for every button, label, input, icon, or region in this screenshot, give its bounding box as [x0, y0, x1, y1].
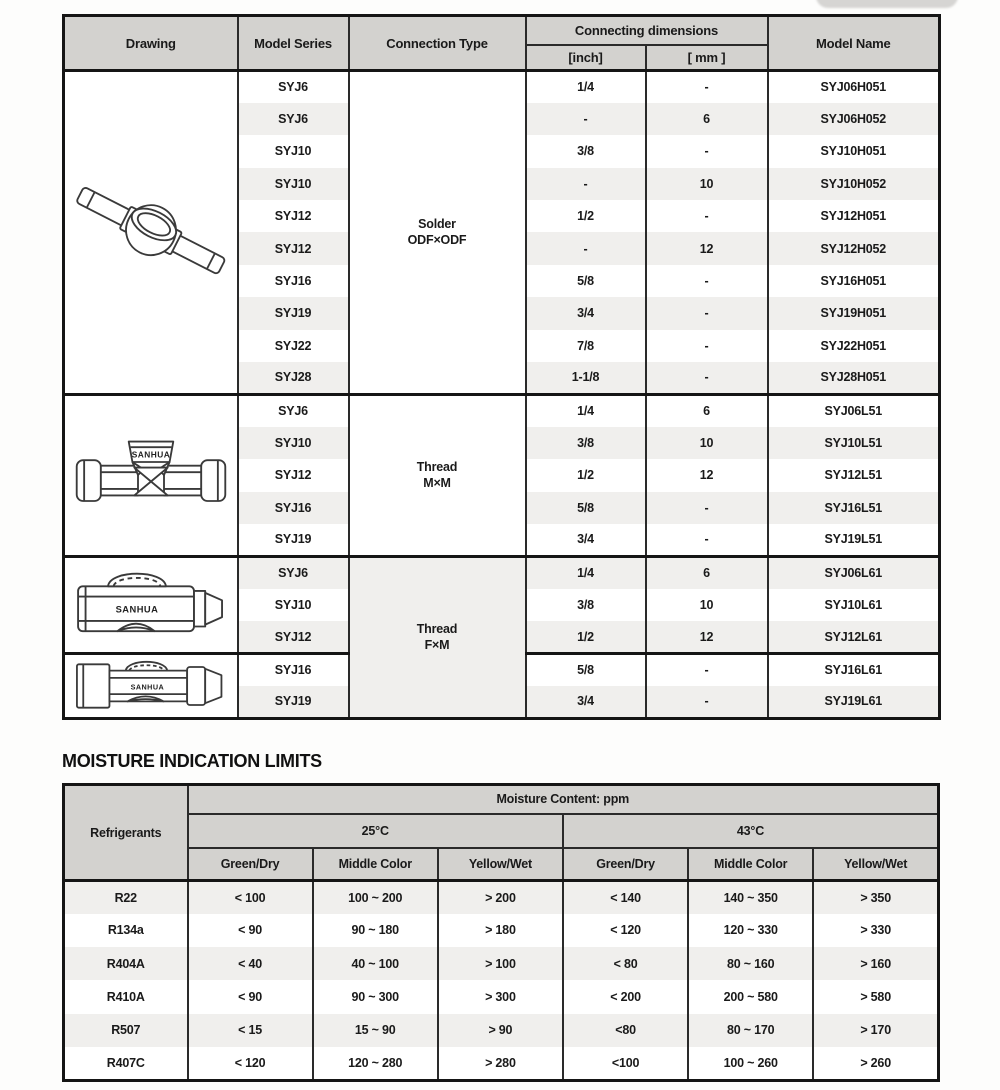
brand-label: SANHUA: [131, 449, 170, 460]
model-series-cell: SYJ19: [238, 686, 349, 718]
model-series-cell: SYJ19: [238, 524, 349, 556]
inch-cell: 3/4: [526, 524, 646, 556]
model-name-cell: SYJ16H051: [768, 265, 940, 297]
mm-cell: 10: [646, 168, 768, 200]
inch-cell: 1/4: [526, 556, 646, 588]
drawing-sight-glass-fxm-a: [64, 556, 238, 653]
mm-cell: -: [646, 135, 768, 167]
section-solder-odf: [64, 71, 940, 395]
model-series-cell: SYJ16: [238, 492, 349, 524]
product-spec-table: [62, 14, 941, 720]
connection-line1: Solder: [418, 217, 456, 232]
table-header-row: [64, 785, 939, 814]
refrigerant-cell: R404A: [64, 947, 188, 980]
mm-cell: -: [646, 330, 768, 362]
model-name-cell: SYJ10L51: [768, 427, 940, 459]
mm-cell: 6: [646, 103, 768, 135]
connection-type-cell: [349, 71, 526, 395]
col-header-refrigerants: Refrigerants: [64, 785, 188, 881]
col-header-temp-25: 25°C: [188, 814, 563, 848]
model-name-cell: SYJ19L61: [768, 686, 940, 718]
moisture-row: [64, 947, 939, 980]
model-name-cell: SYJ19L51: [768, 524, 940, 556]
middle-color-43-cell: 120 ~ 330: [688, 914, 813, 947]
yellow-wet-25-cell: > 200: [438, 881, 563, 914]
inch-cell: 1/2: [526, 459, 646, 491]
green-dry-25-cell: < 100: [188, 881, 313, 914]
middle-color-43-cell: 80 ~ 160: [688, 947, 813, 980]
connection-type-cell: [349, 556, 526, 718]
brand-label: SANHUA: [115, 604, 159, 615]
mm-cell: 6: [646, 556, 768, 588]
refrigerant-cell: R134a: [64, 914, 188, 947]
mm-cell: 12: [646, 459, 768, 491]
inch-cell: 1/2: [526, 621, 646, 653]
table-header-row: [64, 16, 940, 45]
inch-cell: -: [526, 168, 646, 200]
inch-cell: 3/4: [526, 297, 646, 329]
model-name-cell: SYJ16L51: [768, 492, 940, 524]
sight-glass-fxm-b-drawing: [70, 658, 232, 714]
model-series-cell: SYJ12: [238, 232, 349, 264]
table-header-row: [64, 814, 939, 848]
green-dry-43-cell: < 120: [563, 914, 688, 947]
drawing-sight-glass-solder: [64, 71, 238, 395]
mm-cell: -: [646, 200, 768, 232]
inch-cell: 1/4: [526, 71, 646, 103]
middle-color-43-cell: 200 ~ 580: [688, 980, 813, 1013]
drawing-sight-glass-mxm: [64, 394, 238, 556]
yellow-wet-25-cell: > 300: [438, 980, 563, 1013]
moisture-row: [64, 1014, 939, 1047]
mm-cell: 12: [646, 232, 768, 264]
green-dry-43-cell: <100: [563, 1047, 688, 1080]
model-series-cell: SYJ22: [238, 330, 349, 362]
moisture-indication-table: [62, 783, 940, 1082]
brand-label: SANHUA: [130, 682, 164, 692]
yellow-wet-25-cell: > 90: [438, 1014, 563, 1047]
connection-line2: M×M: [423, 476, 451, 491]
middle-color-25-cell: 15 ~ 90: [313, 1014, 438, 1047]
inch-cell: -: [526, 103, 646, 135]
green-dry-25-cell: < 120: [188, 1047, 313, 1080]
model-series-cell: SYJ6: [238, 71, 349, 103]
corner-artifact: [816, 0, 958, 8]
model-series-cell: SYJ12: [238, 200, 349, 232]
sight-glass-mxm-drawing: [71, 423, 231, 527]
drawing-sight-glass-fxm-b: [64, 654, 238, 719]
inch-cell: 3/4: [526, 686, 646, 718]
inch-cell: 5/8: [526, 265, 646, 297]
model-name-cell: SYJ06H051: [768, 71, 940, 103]
col-header-yellow-wet-25: Yellow/Wet: [438, 848, 563, 881]
model-name-cell: SYJ22H051: [768, 330, 940, 362]
col-header-moisture-content: Moisture Content: ppm: [188, 785, 939, 814]
col-header-green-dry-25: Green/Dry: [188, 848, 313, 881]
model-name-cell: SYJ06H052: [768, 103, 940, 135]
connection-type-cell: [349, 394, 526, 556]
model-series-cell: SYJ10: [238, 589, 349, 621]
green-dry-43-cell: < 140: [563, 881, 688, 914]
model-series-cell: SYJ12: [238, 621, 349, 653]
model-name-cell: SYJ10H052: [768, 168, 940, 200]
connection-line1: Thread: [416, 622, 458, 637]
col-header-inch: [inch]: [526, 45, 646, 71]
model-series-cell: SYJ10: [238, 135, 349, 167]
model-series-cell: SYJ10: [238, 168, 349, 200]
yellow-wet-25-cell: > 100: [438, 947, 563, 980]
model-series-cell: SYJ19: [238, 297, 349, 329]
mm-cell: 10: [646, 589, 768, 621]
inch-cell: 7/8: [526, 330, 646, 362]
col-header-temp-43: 43°C: [563, 814, 939, 848]
model-series-cell: SYJ10: [238, 427, 349, 459]
table-row: [64, 556, 940, 588]
yellow-wet-43-cell: > 580: [813, 980, 938, 1013]
col-header-middle-color-43: Middle Color: [688, 848, 813, 881]
model-name-cell: SYJ12L61: [768, 621, 940, 653]
green-dry-25-cell: < 40: [188, 947, 313, 980]
model-name-cell: SYJ06L51: [768, 394, 940, 426]
middle-color-43-cell: 80 ~ 170: [688, 1014, 813, 1047]
mm-cell: -: [646, 492, 768, 524]
inch-cell: 1/2: [526, 200, 646, 232]
refrigerant-cell: R410A: [64, 980, 188, 1013]
inch-cell: 1/4: [526, 394, 646, 426]
model-name-cell: SYJ10L61: [768, 589, 940, 621]
col-header-yellow-wet-43: Yellow/Wet: [813, 848, 938, 881]
col-header-model-series: Model Series: [238, 16, 349, 71]
moisture-section-title: MOISTURE INDICATION LIMITS: [62, 751, 322, 771]
mm-cell: -: [646, 265, 768, 297]
model-name-cell: SYJ10H051: [768, 135, 940, 167]
middle-color-25-cell: 120 ~ 280: [313, 1047, 438, 1080]
mm-cell: -: [646, 524, 768, 556]
col-header-connection-type: Connection Type: [349, 16, 526, 71]
green-dry-25-cell: < 90: [188, 914, 313, 947]
model-series-cell: SYJ6: [238, 394, 349, 426]
yellow-wet-25-cell: > 280: [438, 1047, 563, 1080]
refrigerant-cell: R22: [64, 881, 188, 914]
model-series-cell: SYJ16: [238, 654, 349, 686]
yellow-wet-25-cell: > 180: [438, 914, 563, 947]
green-dry-25-cell: < 90: [188, 980, 313, 1013]
moisture-row: [64, 980, 939, 1013]
yellow-wet-43-cell: > 160: [813, 947, 938, 980]
model-name-cell: SYJ12L51: [768, 459, 940, 491]
model-series-cell: SYJ6: [238, 556, 349, 588]
model-series-cell: SYJ6: [238, 103, 349, 135]
mm-cell: -: [646, 71, 768, 103]
mm-cell: 10: [646, 427, 768, 459]
col-header-middle-color-25: Middle Color: [313, 848, 438, 881]
connection-line2: F×M: [424, 638, 450, 653]
col-header-green-dry-43: Green/Dry: [563, 848, 688, 881]
mm-cell: 6: [646, 394, 768, 426]
green-dry-43-cell: < 200: [563, 980, 688, 1013]
inch-cell: 3/8: [526, 135, 646, 167]
sight-glass-fxm-a-drawing: [70, 562, 232, 648]
refrigerant-cell: R407C: [64, 1047, 188, 1080]
model-name-cell: SYJ12H052: [768, 232, 940, 264]
model-name-cell: SYJ19H051: [768, 297, 940, 329]
yellow-wet-43-cell: > 350: [813, 881, 938, 914]
table-header-row: [64, 848, 939, 881]
section-thread-fxm: [64, 556, 940, 718]
inch-cell: 5/8: [526, 654, 646, 686]
model-name-cell: SYJ16L61: [768, 654, 940, 686]
inch-cell: 1-1/8: [526, 362, 646, 394]
mm-cell: 12: [646, 621, 768, 653]
middle-color-43-cell: 100 ~ 260: [688, 1047, 813, 1080]
model-name-cell: SYJ12H051: [768, 200, 940, 232]
green-dry-43-cell: < 80: [563, 947, 688, 980]
inch-cell: 3/8: [526, 427, 646, 459]
middle-color-25-cell: 90 ~ 180: [313, 914, 438, 947]
col-header-drawing: Drawing: [64, 16, 238, 71]
yellow-wet-43-cell: > 260: [813, 1047, 938, 1080]
middle-color-25-cell: 40 ~ 100: [313, 947, 438, 980]
middle-color-25-cell: 90 ~ 300: [313, 980, 438, 1013]
table-row: [64, 71, 940, 103]
middle-color-43-cell: 140 ~ 350: [688, 881, 813, 914]
green-dry-25-cell: < 15: [188, 1014, 313, 1047]
green-dry-43-cell: <80: [563, 1014, 688, 1047]
model-name-cell: SYJ28H051: [768, 362, 940, 394]
model-series-cell: SYJ12: [238, 459, 349, 491]
sight-glass-solder-drawing: [71, 171, 231, 293]
middle-color-25-cell: 100 ~ 200: [313, 881, 438, 914]
moisture-row: [64, 881, 939, 914]
refrigerant-cell: R507: [64, 1014, 188, 1047]
inch-cell: 3/8: [526, 589, 646, 621]
mm-cell: -: [646, 297, 768, 329]
mm-cell: -: [646, 362, 768, 394]
table-row: [64, 394, 940, 426]
model-series-cell: SYJ16: [238, 265, 349, 297]
connection-line1: Thread: [416, 460, 458, 475]
mm-cell: -: [646, 686, 768, 718]
moisture-row: [64, 1047, 939, 1080]
connection-line2: ODF×ODF: [407, 233, 467, 248]
section-thread-mxm: [64, 394, 940, 556]
col-header-mm: [ mm ]: [646, 45, 768, 71]
yellow-wet-43-cell: > 330: [813, 914, 938, 947]
inch-cell: 5/8: [526, 492, 646, 524]
yellow-wet-43-cell: > 170: [813, 1014, 938, 1047]
moisture-row: [64, 914, 939, 947]
model-series-cell: SYJ28: [238, 362, 349, 394]
mm-cell: -: [646, 654, 768, 686]
inch-cell: -: [526, 232, 646, 264]
col-header-connecting-dimensions: Connecting dimensions: [526, 16, 768, 45]
model-name-cell: SYJ06L61: [768, 556, 940, 588]
col-header-model-name: Model Name: [768, 16, 940, 71]
